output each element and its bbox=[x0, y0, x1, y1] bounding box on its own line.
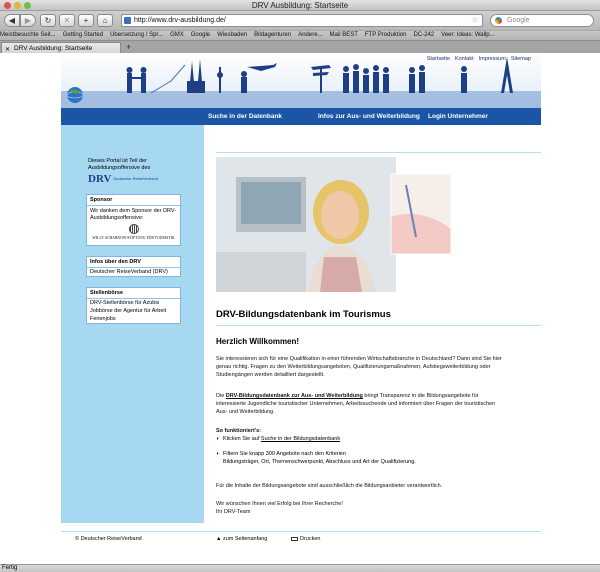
top-navigation bbox=[422, 56, 531, 62]
step-1-text: Klicken Sie auf bbox=[223, 436, 261, 442]
close-tab-icon[interactable]: ✕ bbox=[5, 47, 11, 53]
jobs-box bbox=[86, 287, 181, 324]
bookmarks-bar bbox=[0, 30, 600, 40]
status-bar bbox=[0, 564, 600, 572]
bookmark-item[interactable]: Übersetzung / Spr... bbox=[110, 32, 164, 38]
sponsor-logo[interactable] bbox=[87, 222, 180, 245]
sponsor-box bbox=[86, 194, 181, 246]
intro-paragraph: Sie interessieren sich für eine Qualifikation in einer führenden Wirtschaftsbranche in Deutschland? Dann sind Sie hier genau richtig. Fragen zu den Weiterbildungsangeboten, Qualifizierungsmaßnahmen, Aufstiegsweiterbildung oder Studiengängen werden detailliert dargestellt. bbox=[216, 356, 502, 378]
topnav-sitemap[interactable]: Sitemap bbox=[510, 56, 531, 62]
howto-heading: So funktioniert's: bbox=[216, 428, 262, 434]
minimize-window-icon[interactable] bbox=[14, 2, 21, 9]
topnav-kontakt[interactable]: Kontakt bbox=[454, 56, 474, 62]
sponsor-text: Wir danken dem Sponsor der DRV-Ausbildungsoffensive: bbox=[87, 206, 180, 222]
step-2-line-1: Filtern Sie knapp 300 Angebote nach den Kriterien bbox=[223, 451, 346, 457]
bookmark-item[interactable]: Getting Started bbox=[62, 32, 104, 38]
bookmark-item[interactable]: Bildagenturen bbox=[254, 32, 292, 38]
bookmark-item[interactable]: Wiesbaden bbox=[217, 32, 248, 38]
printer-icon bbox=[291, 537, 298, 541]
bookmark-item[interactable]: Google bbox=[190, 32, 211, 38]
database-paragraph bbox=[216, 392, 506, 416]
bookmark-item[interactable]: GMX bbox=[170, 32, 184, 38]
home-icon: ⌂ bbox=[102, 16, 108, 25]
url-text: http://www.drv-ausbildung.de/ bbox=[134, 17, 226, 24]
jobs-title: Stellenbörse bbox=[87, 288, 180, 299]
back-button[interactable] bbox=[4, 14, 20, 27]
closing-signature: Ihr DRV-Team bbox=[216, 509, 251, 515]
welcome-heading: Herzlich Willkommen! bbox=[216, 337, 300, 346]
reload-button[interactable] bbox=[40, 14, 56, 27]
bookmark-item[interactable]: Meistbesuchte Seit... bbox=[0, 32, 56, 38]
database-link[interactable]: DRV-Bildungsdatenbank zur Aus- und Weiterbildung bbox=[225, 393, 363, 399]
forward-button[interactable] bbox=[20, 14, 36, 27]
main-content bbox=[204, 125, 541, 523]
new-tab-button[interactable] bbox=[126, 42, 131, 52]
bullet-arrow-icon: ◗ bbox=[216, 436, 220, 442]
zoom-window-icon[interactable] bbox=[24, 2, 31, 9]
back-arrow-icon: ◀ bbox=[8, 16, 16, 25]
drv-logo-mark: DRV bbox=[88, 173, 112, 185]
nav-suche-datenbank[interactable]: Suche in der Datenbank bbox=[208, 113, 283, 120]
jobs-item-agentur[interactable]: Jobbörse der Agentur für Arbeit bbox=[87, 307, 180, 315]
stop-button[interactable] bbox=[59, 14, 75, 27]
nav-login-unternehmer[interactable]: Login Unternehmer bbox=[428, 113, 488, 120]
tab-bar bbox=[0, 40, 600, 53]
jobs-item-azubis[interactable]: DRV-Stellenbörse für Azubis bbox=[87, 299, 180, 307]
bookmark-item[interactable]: Andere... bbox=[298, 32, 323, 38]
window-titlebar bbox=[0, 0, 600, 11]
drv-logo-subtitle: Deutscher ReiseVerband bbox=[113, 176, 158, 181]
sidebar bbox=[61, 125, 204, 523]
footer-copyright: © Deutscher ReiseVerband bbox=[75, 536, 142, 542]
search-database-link[interactable]: Suche in der Bildungsdatenbank bbox=[260, 436, 341, 442]
bookmark-item[interactable]: Mail BEST bbox=[329, 32, 358, 38]
closing-wish: Wir wünschen Ihnen viel Erfolg bei Ihrer Recherche! bbox=[216, 501, 343, 507]
status-text: Fertig bbox=[2, 565, 18, 571]
infos-title: Infos über den DRV bbox=[87, 257, 180, 268]
close-window-icon[interactable] bbox=[4, 2, 11, 9]
jobs-item-ferienjobs[interactable]: Ferienjobs bbox=[87, 315, 180, 323]
site-header bbox=[61, 53, 541, 125]
home-button[interactable] bbox=[97, 14, 113, 27]
bullet-arrow-icon: ◗ bbox=[216, 451, 220, 457]
plus-icon: + bbox=[83, 16, 89, 25]
infos-box bbox=[86, 256, 181, 277]
back-to-top-link[interactable]: ▲ zum Seitenanfang bbox=[216, 536, 268, 542]
stop-icon: ✕ bbox=[63, 16, 71, 25]
new-tab-plus-icon: + bbox=[126, 42, 132, 52]
globe-logo-icon bbox=[129, 224, 139, 234]
bookmark-item[interactable]: DC-242 bbox=[413, 32, 435, 38]
add-button[interactable] bbox=[78, 14, 94, 27]
divider bbox=[216, 325, 541, 326]
bookmarks-list bbox=[0, 32, 502, 38]
google-icon bbox=[495, 17, 502, 24]
bookmark-item[interactable]: Veer: Ideas: Wallp... bbox=[441, 32, 495, 38]
print-label: Drucken bbox=[300, 536, 321, 542]
infos-item-drv[interactable]: Deutscher ReiseVerband (DRV) bbox=[87, 268, 180, 276]
database-paragraph-prefix: Die bbox=[216, 393, 226, 399]
tab-label: DRV Ausbildung: Startseite bbox=[14, 45, 93, 52]
topnav-impressum[interactable]: Impressum bbox=[478, 56, 506, 62]
reload-icon: ↻ bbox=[44, 16, 52, 25]
database-paragraph-text: bringt Transparenz in die Bildungsangebote für interessierte Jugendliche touristischer Unternehmen, Arbeitssuchende und informiert über Fragen der touristischen Aus- und Weiterbildung. bbox=[216, 393, 496, 415]
step-2 bbox=[216, 450, 506, 466]
nav-infos-ausbildung[interactable]: Infos zur Aus- und Weiterbildung bbox=[318, 113, 420, 120]
main-navigation bbox=[61, 108, 541, 125]
sidebar-intro bbox=[88, 158, 188, 183]
bookmark-star-icon[interactable]: ☆ bbox=[471, 17, 478, 24]
sponsor-logo-text: WILLY SCHARNOW-STIFTUNG FÜR TOURISTIK bbox=[92, 236, 175, 240]
hero-photo bbox=[216, 157, 451, 292]
step-2-line-2: Bildungsträger, Ort, Themenschwerpunkt, Abschluss und Art der Qualifizierung. bbox=[223, 459, 416, 465]
site-favicon-icon bbox=[124, 17, 131, 24]
url-input[interactable] bbox=[121, 14, 483, 27]
sidebar-intro-text: Dieses Portal ist Teil der Ausbildungsoffensive des bbox=[88, 158, 151, 171]
search-input[interactable] bbox=[490, 14, 594, 27]
bookmark-item[interactable]: FTP Produktion bbox=[364, 32, 407, 38]
drv-logo[interactable] bbox=[88, 175, 188, 183]
page-viewport bbox=[0, 53, 600, 564]
search-placeholder: Google bbox=[507, 17, 530, 24]
page-title: DRV-Bildungsdatenbank im Tourismus bbox=[216, 309, 391, 320]
topnav-startseite[interactable]: Startseite bbox=[426, 56, 450, 62]
forward-arrow-icon: ▶ bbox=[24, 16, 32, 25]
print-link[interactable] bbox=[291, 536, 320, 542]
disclaimer: Für die Inhalte der Bildungsangebote sind ausschließlich die Bildungsanbieter verantwortlich. bbox=[216, 483, 443, 489]
footer-divider bbox=[61, 531, 541, 532]
window-title: DRV Ausbildung: Startseite bbox=[251, 1, 349, 10]
browser-toolbar bbox=[0, 11, 600, 30]
step-1 bbox=[216, 435, 506, 443]
sponsor-title: Sponsor bbox=[87, 195, 180, 206]
divider bbox=[216, 152, 541, 153]
